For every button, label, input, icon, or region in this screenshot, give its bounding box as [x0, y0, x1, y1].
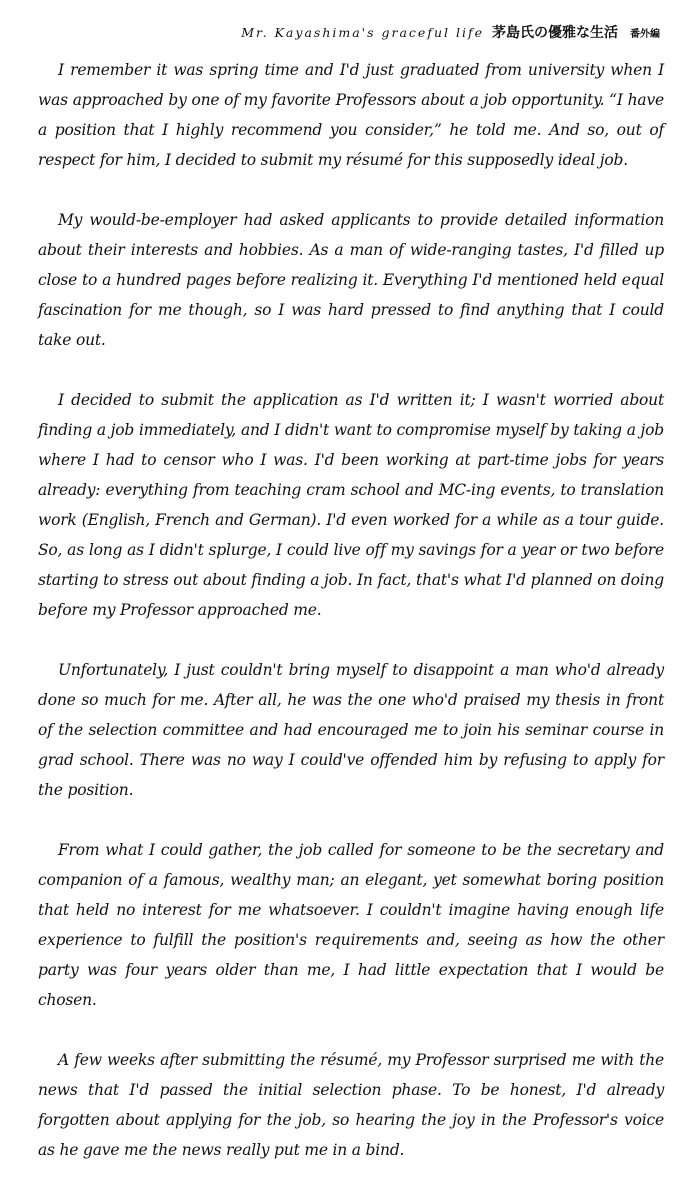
paragraph-1: I remember it was spring time and I'd just graduated from university when I was approached by one of my favorite Professors about a job opportunity. “I have a position that I highly recommend you consider,” he told me. And so, out of respect for him, I decided to submit my résumé for this supposedly ideal job. — [38, 61, 664, 169]
header-title-japanese: 茅島氏の優雅な生活 — [492, 25, 618, 41]
paragraph-4: Unfortunately, I just couldn't bring myself to disappoint a man who'd already done so much for me. After all, he was the one who'd praised my thesis in front of the selection committee and had encouraged me to join his seminar course in grad school. There was no way I could've offended him by refusing to apply for the position. — [38, 661, 664, 799]
paragraph-2: My would-be-employer had asked applicants to provide detailed information about their interests and hobbies. As a man of wide-ranging tastes, I'd filled up close to a hundred pages before realizing it. Everything I'd mentioned held equal fascination for me though, so I was hard pressed to find anything that I could take out. — [38, 211, 664, 349]
page-header — [241, 22, 660, 42]
paragraph-3: I decided to submit the application as I'd written it; I wasn't worried about finding a job immediately, and I didn't want to compromise myself by taking a job where I had to censor who I was. I'd been working at part-time jobs for years already: everything from teaching cram school and MC-ing events, to translation work (English, French and German). I'd even worked for a while as a tour guide. So, as long as I didn't splurge, I could live off my savings for a year or two before starting to stress out about finding a job. In fact, that's what I'd planned on doing before my Professor approached me. — [38, 391, 664, 619]
header-title-english: Mr. Kayashima's graceful life — [241, 25, 484, 40]
story-text — [38, 55, 664, 1195]
paragraph-5: From what I could gather, the job called for someone to be the secretary and companion of a famous, wealthy man; an elegant, yet somewhat boring position that held no interest for me whatsoever. I couldn't imagine having enough life experience to fulfill the position's requirements and, seeing as how the other party was four years older than me, I had little expectation that I would be chosen. — [38, 841, 664, 1009]
paragraph-6: A few weeks after submitting the résumé, my Professor surprised me with the news that I'd passed the initial selection phase. To be honest, I'd already forgotten about applying for the job, so hearing the joy in the Professor's voice as he gave me the news really put me in a bind. — [38, 1051, 664, 1159]
header-extra-tag: 番外編 — [630, 29, 660, 40]
